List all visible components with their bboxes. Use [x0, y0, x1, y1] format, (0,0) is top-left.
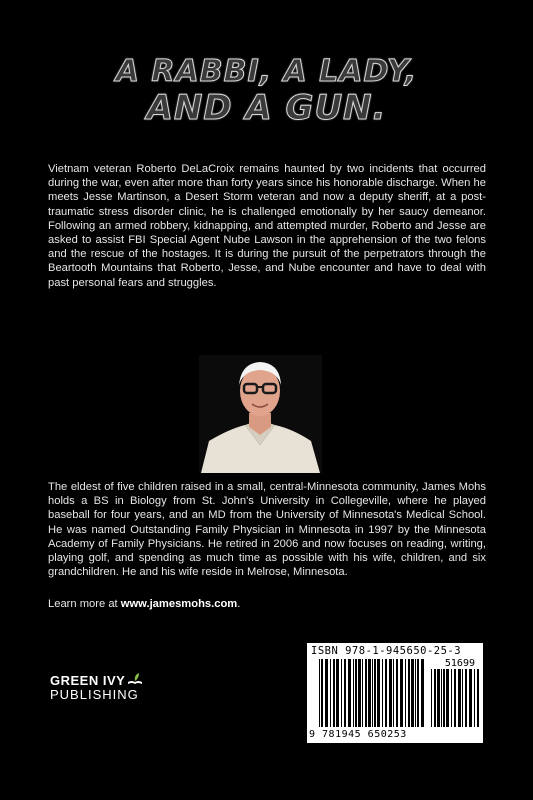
publisher-name-line-1: GREEN IVY — [50, 673, 126, 688]
book-title-line-1: A RABBI, A LADY, — [115, 54, 418, 89]
book-blurb: Vietnam veteran Roberto DeLaCroix remains haunted by two incidents that occurred during the war, even after more than forty years since his honorable discharge. When he meets Jesse Martinson, a Desert Storm veteran and now a deputy sheriff, at a post-traumatic stress disorder clinic, he is challenged emotionally by her saucy demeanor. Following an armed robbery, kidnapping, and attempted murder, Roberto and Jesse are asked to assist FBI Special Agent Nube Lawson in the apprehension of the two felons and the rescue of the hostages. It is during the pursuit of the perpetrators through the Beartooth Mountains that Roberto, Jesse, and Nube encounter and have to deal with past personal fears and struggles. — [48, 163, 486, 289]
learn-more-line — [48, 598, 240, 610]
barcode-bars — [307, 643, 483, 743]
price-code: 51699 — [444, 658, 475, 669]
author-portrait-image — [199, 355, 322, 473]
author-photo — [199, 355, 322, 473]
barcode-digits: 9 781945 650253 — [309, 729, 407, 740]
isbn-number: ISBN 978-1-945650-25-3 — [311, 645, 462, 657]
learn-more-prefix: Learn more at — [48, 598, 121, 610]
learn-more-suffix: . — [237, 598, 241, 610]
publisher-name-line-2: PUBLISHING — [50, 687, 139, 702]
author-website-link[interactable]: www.jamesmohs.com — [120, 598, 238, 610]
publisher-logo — [50, 672, 160, 702]
isbn-barcode — [307, 643, 483, 743]
book-title-line-2: AND A GUN. — [146, 88, 387, 128]
author-bio: The eldest of five children raised in a small, central-Minnesota community, James Mohs holds a BS in Biology from St. John's University in Collegeville, where he played baseball for four years, and an MD from the University of Minnesota's Medical School. He was named Outstanding Family Physician in Minnesota in 1997 by the Minnesota Academy of Family Physicians. He retired in 2006 and now focuses on reading, writing, playing golf, and spending as much time as possible with his wife, children, and six grandchildren. He and his wife reside in Melrose, Minnesota. — [48, 481, 486, 579]
